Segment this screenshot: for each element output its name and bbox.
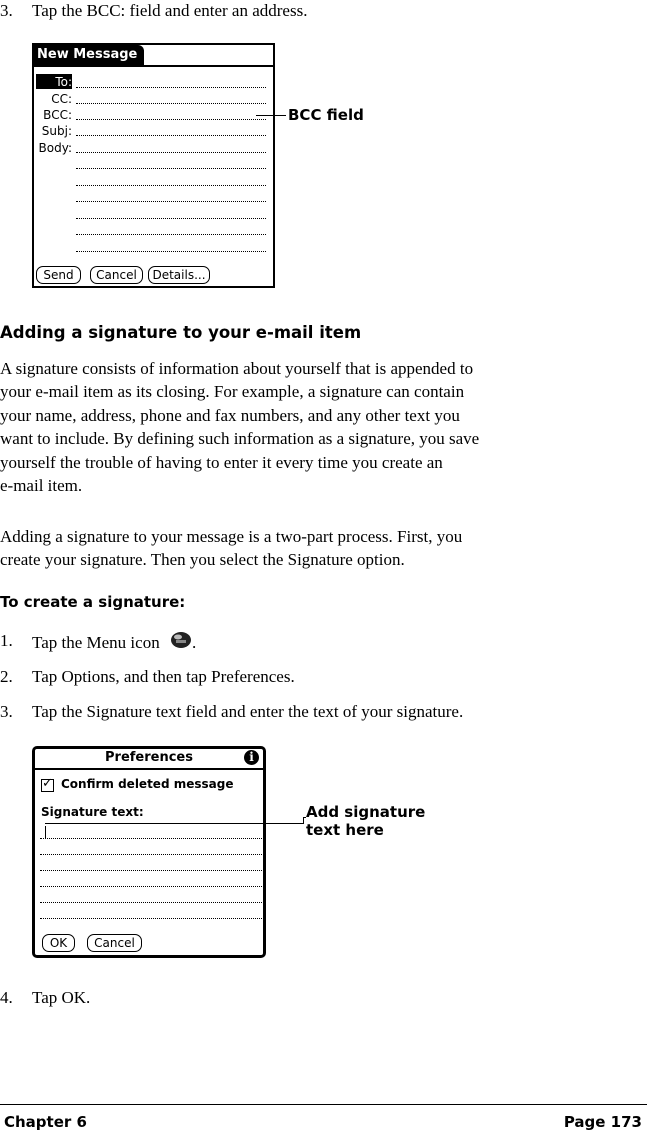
signature-field-line[interactable]: [40, 902, 262, 903]
menu-icon: [170, 630, 192, 650]
bcc-label[interactable]: BCC:: [43, 108, 72, 122]
new-message-screenshot: [32, 43, 275, 288]
signature-field-line[interactable]: [40, 838, 262, 839]
confirm-checkbox[interactable]: [41, 776, 54, 792]
body-field-line[interactable]: [76, 152, 266, 153]
signature-field-line[interactable]: [40, 886, 262, 887]
step-text: Tap the Menu icon: [32, 633, 160, 652]
paragraph-2: [0, 525, 647, 572]
paragraph-line: create your signature. Then you select the Signature option.: [0, 550, 405, 570]
section-heading: Adding a signature to your e-mail item: [0, 323, 362, 342]
confirm-deleted-label[interactable]: Confirm deleted message: [61, 777, 234, 791]
preferences-title: Preferences: [105, 750, 193, 765]
paragraph-line: your e-mail item as its closing. For example, a signature can contain: [0, 382, 465, 402]
callout-line: Add signature: [306, 803, 426, 821]
new-message-title: New Message: [37, 47, 138, 62]
procedure-subheading: To create a signature:: [0, 593, 186, 611]
paragraph-line: your name, address, phone and fax numbers, and any other text you: [0, 405, 460, 425]
send-button[interactable]: Send: [36, 266, 81, 284]
step-number: 2.: [0, 667, 13, 686]
subj-field[interactable]: [76, 135, 266, 136]
bcc-field[interactable]: [76, 119, 266, 120]
subj-label[interactable]: Subj:: [41, 124, 72, 138]
new-message-title-tab: [34, 45, 144, 65]
check-mark-icon: ✓: [42, 776, 53, 791]
body-field-line[interactable]: [76, 168, 266, 169]
preferences-screenshot: [32, 746, 266, 958]
details-button[interactable]: Details...: [148, 266, 210, 284]
step-text: Tap OK.: [32, 988, 91, 1007]
body-field-line[interactable]: [76, 201, 266, 202]
paragraph-line: e-mail item.: [0, 476, 83, 496]
step-number: 3.: [0, 702, 13, 721]
paragraph-1: [0, 357, 647, 497]
signature-field-line[interactable]: [40, 870, 262, 871]
step-number: 1.: [0, 631, 13, 650]
footer-rule: [0, 1104, 647, 1105]
body-field-line[interactable]: [76, 234, 266, 235]
to-field[interactable]: [76, 87, 266, 88]
signature-field-line[interactable]: [40, 854, 262, 855]
cc-field[interactable]: [76, 103, 266, 104]
bcc-callout-line: [256, 115, 286, 116]
signature-field-line[interactable]: [40, 918, 262, 919]
ok-button[interactable]: OK: [42, 934, 75, 952]
step-text-wrap: [32, 630, 196, 654]
step-number: 4.: [0, 988, 13, 1007]
signature-callout-line: [303, 817, 304, 824]
body-label[interactable]: Body:: [38, 141, 72, 155]
preferences-title-bar: [35, 749, 263, 770]
cancel-button[interactable]: Cancel: [90, 266, 143, 284]
info-icon[interactable]: i: [244, 750, 259, 765]
cc-label[interactable]: CC:: [51, 92, 72, 106]
signature-callout-line: [45, 823, 303, 824]
step-text: Tap the BCC: field and enter an address.: [32, 1, 308, 20]
cancel-button[interactable]: Cancel: [87, 934, 142, 952]
body-field-line[interactable]: [76, 185, 266, 186]
text-cursor: [45, 826, 46, 838]
signature-text-label: Signature text:: [41, 805, 144, 819]
to-label[interactable]: To:: [55, 75, 72, 89]
title-rule: [34, 65, 273, 67]
step-text: Tap Options, and then tap Preferences.: [32, 667, 295, 686]
signature-callout: [306, 803, 425, 839]
footer-chapter: Chapter 6: [4, 1113, 87, 1131]
bcc-field-callout: BCC field: [288, 106, 364, 124]
paragraph-line: A signature consists of information about yourself that is appended to: [0, 359, 474, 378]
callout-line: text here: [306, 821, 384, 839]
step-number: 3.: [0, 1, 13, 20]
step-text-suffix: .: [191, 633, 197, 652]
body-field-line[interactable]: [76, 251, 266, 252]
paragraph-line: Adding a signature to your message is a two-part process. First, you: [0, 527, 463, 546]
paragraph-line: want to include. By defining such information as a signature, you save: [0, 429, 480, 449]
footer-page: Page 173: [563, 1113, 642, 1131]
body-field-line[interactable]: [76, 218, 266, 219]
step-text: Tap the Signature text field and enter the text of your signature.: [32, 702, 464, 721]
paragraph-line: yourself the trouble of having to enter it every time you create an: [0, 452, 443, 472]
